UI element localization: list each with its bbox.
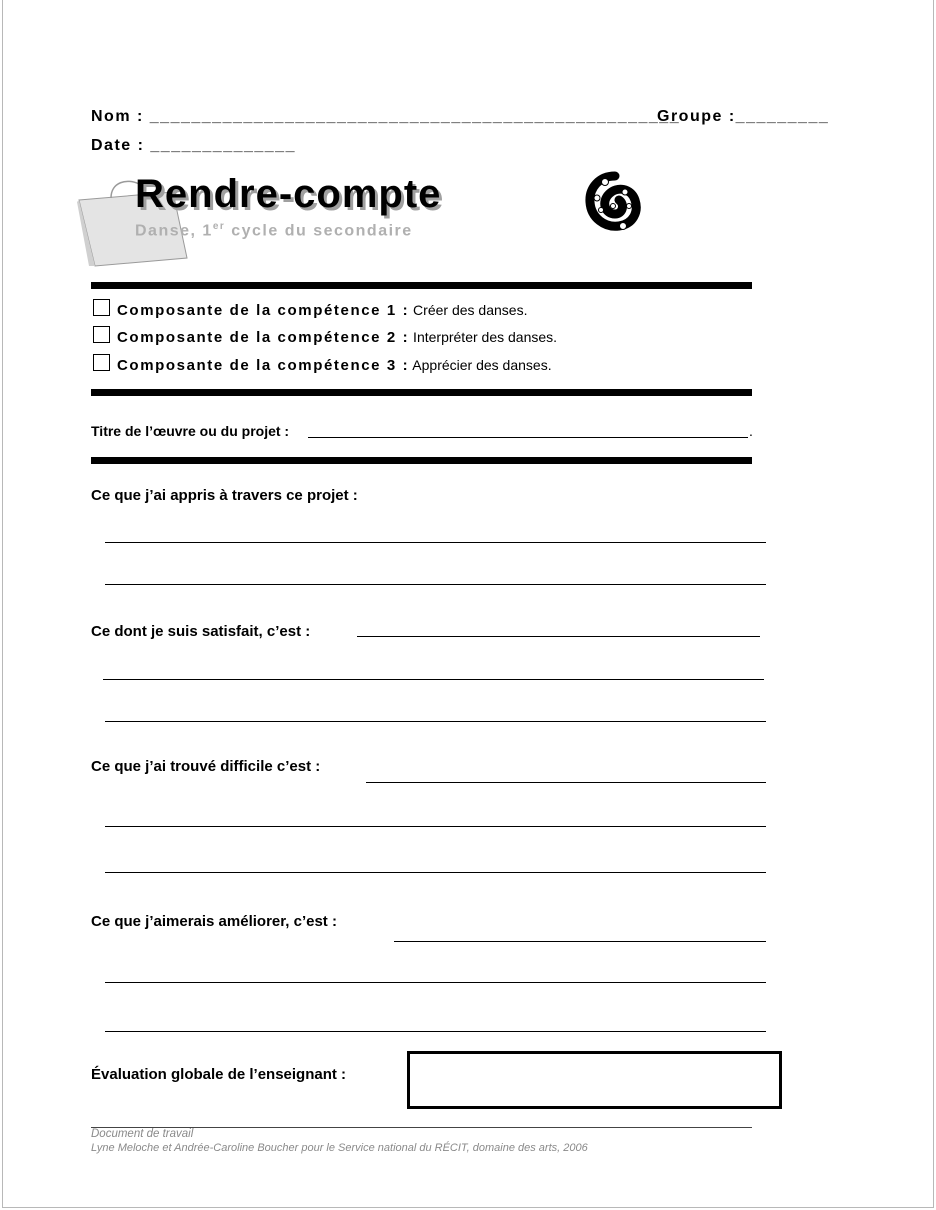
date-field: Date : ______________ (91, 137, 296, 154)
page-title: Rendre-compte (135, 172, 442, 216)
answer-line[interactable] (105, 826, 766, 827)
competence-2 (93, 326, 557, 346)
competence-2-label: Composante de la compétence 2 : (117, 329, 410, 346)
answer-line[interactable] (105, 982, 766, 983)
groupe-field: Groupe :_________ (657, 108, 830, 125)
section-divider (91, 389, 752, 396)
answer-line[interactable] (105, 721, 766, 722)
competence-1-label: Composante de la compétence 1 : (117, 302, 410, 319)
answer-line[interactable] (105, 872, 766, 873)
titre-answer-line[interactable] (308, 437, 748, 438)
answer-line[interactable] (394, 941, 766, 942)
evaluation-label: Évaluation globale de l’enseignant : (91, 1066, 347, 1083)
answer-line[interactable] (105, 542, 766, 543)
question-appris: Ce que j’ai appris à travers ce projet : (91, 487, 358, 504)
titre-label: Titre de l’œuvre ou du projet : (91, 423, 290, 439)
competence-1-checkbox[interactable] (93, 299, 110, 316)
subtitle-text: Danse, 1 (135, 222, 213, 240)
answer-line[interactable] (103, 679, 764, 680)
footer-line-1: Document de travail (91, 1128, 194, 1140)
competence-3-checkbox[interactable] (93, 354, 110, 371)
question-satisfait: Ce dont je suis satisfait, c’est : (91, 623, 311, 640)
competence-1-description: Créer des danses. (409, 302, 528, 318)
document-page (2, 0, 934, 1208)
page-subtitle (135, 221, 413, 240)
answer-line[interactable] (357, 636, 760, 637)
spiral-logo-icon (585, 170, 643, 232)
answer-line[interactable] (105, 1031, 766, 1032)
section-divider (91, 282, 752, 289)
competence-3 (93, 354, 552, 374)
competence-3-label: Composante de la compétence 3 : (117, 357, 410, 374)
evaluation-box[interactable] (407, 1051, 782, 1109)
footer-line-2: Lyne Meloche et Andrée-Caroline Boucher pour le Service national du RÉCIT, domaine des arts, 2006 (91, 1142, 588, 1154)
section-divider (91, 457, 752, 464)
answer-line[interactable] (366, 782, 766, 783)
nom-field: Nom : ___________________________________________________ (91, 108, 681, 125)
titre-end-mark: . (749, 423, 753, 439)
question-ameliorer: Ce que j’aimerais améliorer, c’est : (91, 913, 337, 930)
question-difficile: Ce que j’ai trouvé difficile c’est : (91, 758, 321, 775)
subtitle-superscript: er (212, 221, 226, 232)
subtitle-rest: cycle du secondaire (225, 222, 413, 240)
competence-2-checkbox[interactable] (93, 326, 110, 343)
competence-2-description: Interpréter des danses. (409, 329, 558, 345)
competence-1 (93, 299, 527, 319)
answer-line[interactable] (105, 584, 766, 585)
competence-3-description: Apprécier des danses. (409, 357, 552, 373)
